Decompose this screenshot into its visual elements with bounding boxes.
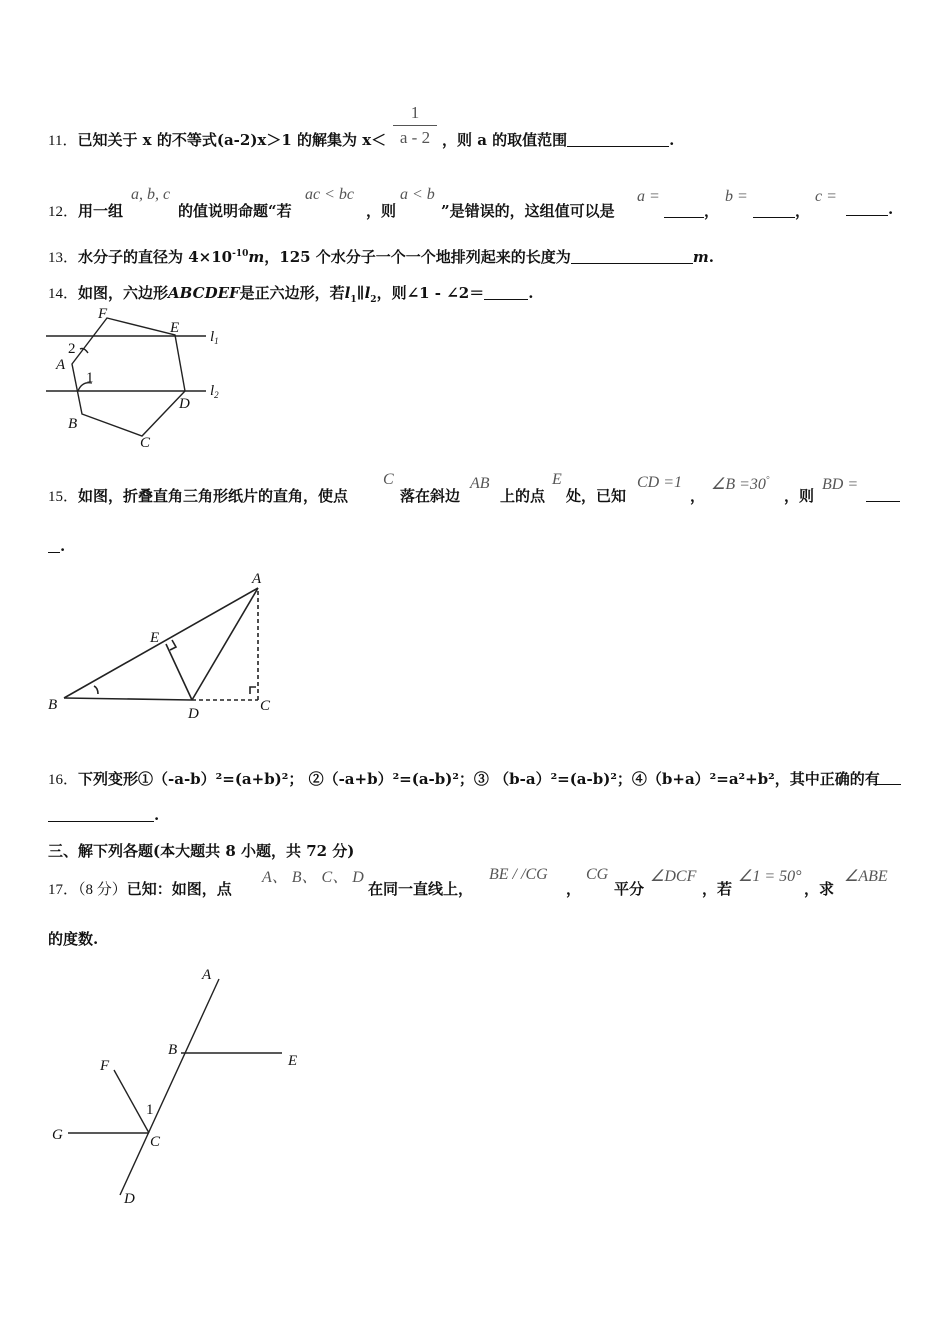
- q14-label-E: E: [170, 320, 180, 336]
- q12-math-acbc: ac < bc: [305, 186, 354, 203]
- q12-blank-b-group: [753, 200, 810, 221]
- q17-text-c: 平分: [614, 880, 645, 898]
- q14-parallel: ∥: [356, 284, 365, 302]
- q11-number: 11．: [48, 133, 78, 149]
- q13-exponent: -10: [232, 249, 249, 259]
- q14-label-F: F: [98, 306, 108, 322]
- q14-l2-sub: 2: [370, 295, 377, 305]
- q12-math-b: b =: [725, 188, 748, 205]
- q12-blank-b[interactable]: [753, 203, 795, 218]
- q15-side-BD: [64, 698, 192, 700]
- q15-label-E: E: [150, 630, 160, 646]
- q15-label-D: D: [188, 706, 199, 722]
- q15-math-C: C: [383, 471, 394, 488]
- q14-label-l2: $l_2$: [210, 383, 219, 400]
- q16-end: .: [154, 806, 160, 824]
- q15-answer-blank-2[interactable]: [48, 538, 60, 553]
- q12-text-c: ，则: [366, 202, 397, 220]
- q13-unit-2: m: [692, 248, 709, 266]
- q17-label-A: A: [202, 967, 212, 983]
- q14-text-a: 如图，六边形: [78, 284, 169, 302]
- q12-number: 12．: [48, 204, 79, 220]
- q17-label-G: G: [52, 1127, 63, 1143]
- q17-number: 17．: [48, 882, 79, 898]
- q11-end: .: [669, 131, 675, 149]
- q14-text-c: ，则∠1 - ∠2＝: [376, 284, 485, 302]
- q11-frac-denominator: a - 2: [399, 128, 431, 147]
- q12-blank-c[interactable]: [846, 201, 888, 216]
- q15-text-c: 上的点: [500, 487, 546, 505]
- q16-line: [48, 768, 880, 789]
- q15-end: .: [60, 537, 66, 555]
- q11-frac-numerator: 1: [410, 103, 420, 122]
- q15-side-DA: [192, 588, 258, 700]
- q17-math-points: A、 B、 C、 D: [262, 869, 364, 886]
- q12-blank-a[interactable]: [664, 203, 704, 218]
- q17-math-cg: CG: [586, 866, 609, 883]
- q17-math-dcf: ∠DCF: [650, 868, 697, 885]
- q14-l2: l: [364, 284, 371, 302]
- q14-label-A: A: [56, 357, 66, 373]
- q15-math-cd: CD =1: [637, 474, 683, 491]
- q15-fold-ED: [166, 644, 192, 700]
- q15-answer-blank-1[interactable]: [866, 485, 900, 504]
- q16-answer-blank-2[interactable]: [48, 807, 154, 822]
- q12-line: [48, 200, 123, 221]
- q15-text-d: 处，已知: [566, 487, 627, 505]
- q17-line: [48, 878, 232, 899]
- q14-hexagon-name: ABCDEF: [168, 284, 240, 302]
- q17-label-C: C: [150, 1134, 161, 1150]
- q17-figure: [40, 965, 320, 1215]
- q17-text-f: 的度数.: [48, 930, 99, 948]
- q12-blank-a-group: [664, 200, 719, 221]
- q13-unit-1: m: [248, 248, 265, 266]
- q17-ray-CF: [114, 1070, 149, 1133]
- section-3-heading: 三、解下列各题(本大题共 8 小题，共 72 分): [48, 842, 355, 860]
- q12-math-ab: a < b: [400, 186, 435, 203]
- q16-blank-cont: [48, 806, 159, 824]
- q14-end: .: [528, 284, 534, 302]
- q14-l1-sub: 1: [350, 295, 357, 305]
- q14-angle-1-label: 1: [86, 370, 94, 386]
- q14-label-l1: $l_1$: [210, 329, 219, 346]
- q15-text-e: ，则: [784, 487, 815, 505]
- q11-answer-blank[interactable]: [567, 132, 669, 147]
- q15-angle-B-arc: [94, 686, 98, 694]
- q13-text-a: 水分子的直径为 4×10: [78, 248, 233, 266]
- q15-text-b: 落在斜边: [400, 487, 461, 505]
- q11-text-a: 已知关于 x 的不等式(a-2)x＞1 的解集为 x＜: [77, 131, 387, 149]
- q14-label-C: C: [140, 435, 151, 451]
- q13-number: 13．: [48, 250, 79, 266]
- q12-math-c: c =: [815, 188, 837, 205]
- q12-text-b: 的值说明命题“若: [178, 202, 292, 220]
- q16-number: 16．: [48, 772, 79, 788]
- q15-blank-cont: [48, 537, 65, 555]
- q12-math-abc: a, b, c: [131, 186, 171, 203]
- q15-math-angle-b: ∠B =30°: [711, 474, 770, 493]
- q17-label-D: D: [124, 1191, 135, 1207]
- q15-number: 15．: [48, 489, 79, 505]
- q17-label-F: F: [100, 1058, 110, 1074]
- q11-fraction: [393, 103, 437, 148]
- q17-score: （8 分）: [78, 882, 127, 898]
- q11-frac-bar: [393, 125, 437, 126]
- q11-line-b: [442, 129, 674, 150]
- q14-label-B: B: [68, 416, 78, 432]
- q15-math-AB: AB: [470, 475, 490, 492]
- q12-text-a: 用一组: [78, 202, 124, 220]
- q13-line: [48, 246, 714, 267]
- q15-math-bd: BD =: [822, 476, 859, 493]
- q15-right-angle-C: [250, 687, 256, 694]
- q15-math-E: E: [552, 471, 562, 488]
- q13-end: .: [708, 248, 714, 266]
- q12-end: .: [888, 200, 894, 218]
- q17-text-b: 在同一直线上，: [368, 880, 474, 898]
- q15-label-C: C: [260, 698, 271, 714]
- q17-text-a: 已知：如图，点: [126, 880, 232, 898]
- q14-angle-2-label: 2: [68, 341, 76, 357]
- q12-comma-1: ，: [704, 202, 720, 220]
- q12-text-d: ”是错误的，这组值可以是: [441, 202, 615, 220]
- q15-line: [48, 485, 348, 506]
- q15-text-a: 如图，折叠直角三角形纸片的直角，使点: [78, 487, 349, 505]
- q13-text-b: ，125 个水分子一个一个地排列起来的长度为: [264, 248, 571, 266]
- q14-line: [48, 282, 533, 305]
- q14-hexagon-figure: [40, 305, 280, 455]
- q11-text-b: ，则 a 的取值范围: [442, 131, 568, 149]
- q17-math-parallel: BE / /CG: [489, 866, 548, 883]
- q17-text-d: ，若: [702, 880, 733, 898]
- q14-l1: l: [344, 284, 351, 302]
- q15-comma: ，: [690, 487, 706, 505]
- q12-blank-c-group: [846, 200, 893, 218]
- q17-line-AD: [120, 979, 219, 1195]
- q15-right-angle-E: [170, 640, 176, 650]
- q15-side-BA: [64, 588, 258, 698]
- q17-angle-1-label: 1: [146, 1102, 154, 1118]
- q14-answer-blank[interactable]: [484, 285, 528, 300]
- q14-text-b: 是正六边形，若: [239, 284, 345, 302]
- q11-line: [48, 129, 386, 150]
- q12-math-a: a =: [637, 188, 660, 205]
- q17-comma: ，: [566, 880, 582, 898]
- q14-number: 14．: [48, 286, 79, 302]
- q14-label-D: D: [179, 396, 190, 412]
- q15-label-B: B: [48, 697, 58, 713]
- q15-triangle-figure: [40, 570, 290, 720]
- q17-label-B: B: [168, 1042, 178, 1058]
- q13-answer-blank[interactable]: [571, 249, 693, 264]
- q17-text-e: ，求: [804, 880, 835, 898]
- q17-math-angle-1: ∠1 = 50°: [738, 868, 802, 885]
- q17-math-abe: ∠ABE: [844, 868, 888, 885]
- q17-label-E: E: [288, 1053, 298, 1069]
- q16-text: 下列变形①（-a-b）²=(a+b)²； ②（-a+b）²=(a-b)²；③ （b-a）²=(a-b)²；④（b+a）²=a²+b²，其中正确的有: [78, 770, 880, 788]
- q12-comma-2: ，: [795, 202, 811, 220]
- q16-answer-blank-1[interactable]: [875, 768, 901, 787]
- q15-label-A: A: [252, 571, 262, 587]
